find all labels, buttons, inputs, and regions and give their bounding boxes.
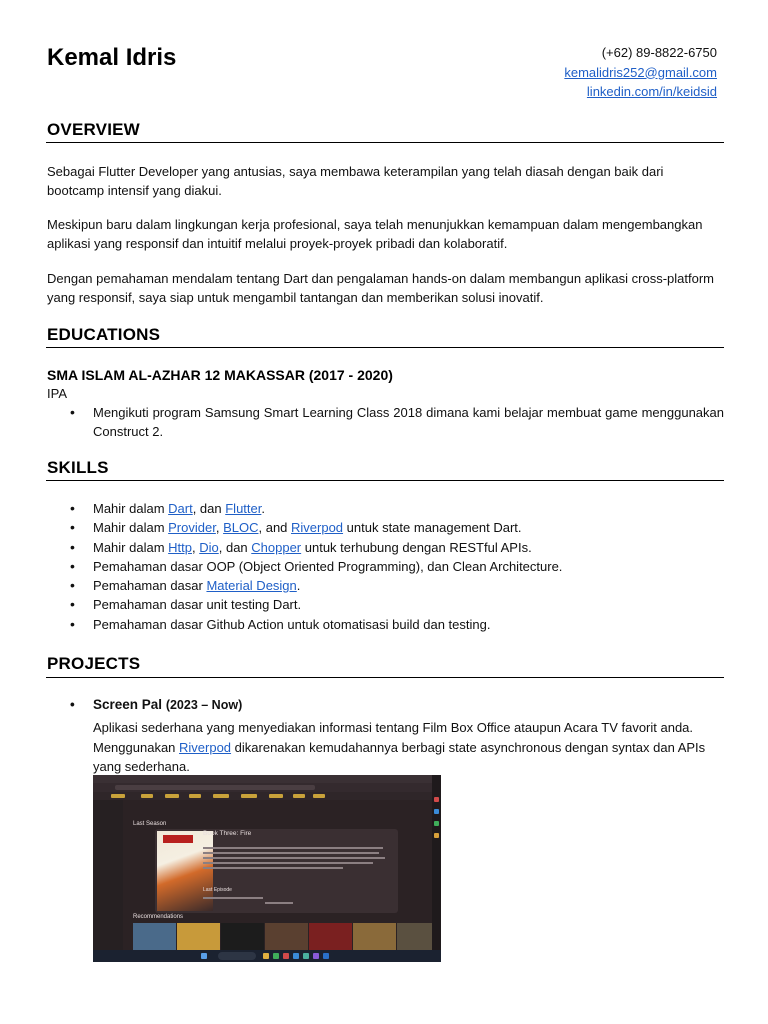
riverpod-project-link[interactable]: Riverpod	[179, 739, 232, 755]
poster-logo	[163, 835, 193, 843]
overview-paragraph-2: Meskipun baru dalam lingkungan kerja profesional, saya telah menunjukkan kemampuan dalam mengembangkan aplikasi yang responsif dan intuitif melalui proyek-proyek pribadi dan kolaboratif.	[47, 217, 703, 251]
episode-line	[203, 897, 263, 899]
bloc-link[interactable]: BLOC	[223, 520, 259, 536]
season-poster	[157, 831, 213, 911]
episode-line	[265, 902, 293, 904]
recommendation-thumbnail	[353, 923, 396, 950]
description-line	[203, 867, 343, 869]
overview-paragraph-3: Dengan pemahaman mendalam tentang Dart dan pengalaman hands-on dalam membangun aplikasi cross-platform yang responsif, saya siap untuk mengambil tantangan dan memberikan solusi inovatif.	[47, 271, 714, 305]
project-name: Screen Pal	[93, 697, 163, 712]
taskbar-app-icon	[263, 953, 269, 959]
screenshot-book-title: Book Three: Fire	[203, 830, 252, 837]
description-line	[203, 852, 379, 854]
side-panel-icon	[434, 797, 439, 802]
bookmark-icon	[165, 794, 179, 798]
education-point: • Mengikuti program Samsung Smart Learning Class 2018 dimana kami belajar membuat game menggunakan Construct 2.	[70, 403, 724, 442]
screenshot-episode-label: Last Episode	[203, 887, 232, 893]
browser-side-panel	[432, 775, 441, 962]
skill-item: • Pemahaman dasar Material Design.	[70, 576, 724, 595]
description-line	[203, 857, 385, 859]
skill-item: • Mahir dalam Http, Dio, dan Chopper untuk terhubung dengan RESTful APIs.	[70, 538, 724, 557]
skill-item: • Pemahaman dasar OOP (Object Oriented Programming), dan Clean Architecture.	[70, 557, 724, 576]
http-link[interactable]: Http	[168, 539, 192, 555]
skills-list	[70, 499, 724, 634]
project-years: (2023 – Now)	[165, 698, 243, 712]
education-points	[70, 403, 724, 442]
dart-link[interactable]: Dart	[168, 501, 193, 516]
recommendation-thumbnail	[397, 923, 432, 950]
skill-item: • Mahir dalam Provider, BLOC, and Riverpod untuk state management Dart.	[70, 518, 724, 537]
taskbar-app-icon	[303, 953, 309, 959]
taskbar-app-icon	[273, 953, 279, 959]
overview-divider	[46, 142, 724, 143]
screenshot-recs-label: Recommendations	[133, 914, 184, 920]
bookmark-icon	[111, 794, 125, 798]
skills-heading: SKILLS	[47, 458, 109, 477]
recommendation-thumbnail	[221, 923, 264, 950]
recommendation-thumbnail	[265, 923, 308, 950]
contact-block	[564, 43, 717, 102]
bookmark-icon	[269, 794, 283, 798]
skill-item: • Pemahaman dasar unit testing Dart.	[70, 595, 724, 614]
taskbar-app-icon	[313, 953, 319, 959]
projects-heading: PROJECTS	[47, 654, 141, 673]
overview-paragraph-1: Sebagai Flutter Developer yang antusias, saya membawa keterampilan yang telah diasah dengan baik dari bootcamp intensif yang diakui.	[47, 164, 664, 198]
bookmark-icon	[141, 794, 153, 798]
educations-heading: EDUCATIONS	[47, 325, 161, 344]
overview-heading: OVERVIEW	[47, 120, 140, 139]
description-line	[203, 847, 383, 849]
skills-divider	[46, 480, 724, 481]
project-screenshot	[93, 775, 441, 962]
bookmark-icon	[189, 794, 201, 798]
project-description: Aplikasi sederhana yang menyediakan informasi tentang Film Box Office ataupun Acara TV favorit anda. Menggunakan Riverpod dikarenakan kemudahannya berbagi state asynchronous dengan syntax dan APIs yang sederhana.	[93, 720, 706, 774]
bookmark-icon	[313, 794, 325, 798]
screenshot-section-label: Last Season	[133, 821, 167, 827]
provider-link[interactable]: Provider	[168, 520, 216, 536]
bookmark-icon	[293, 794, 305, 798]
bookmark-icon	[241, 794, 257, 798]
app-sidebar	[93, 800, 123, 950]
start-icon	[201, 953, 207, 959]
recommendation-thumbnail	[177, 923, 220, 950]
educations-divider	[46, 347, 724, 348]
recommendation-thumbnail	[133, 923, 176, 950]
description-line	[203, 862, 373, 864]
candidate-name: Kemal Idris	[47, 44, 177, 71]
chopper-link[interactable]: Chopper	[251, 539, 302, 555]
phone-number: (+62) 89-8822-6750	[601, 45, 717, 60]
linkedin-link[interactable]: linkedin.com/in/keidsid	[586, 84, 717, 99]
project-title: • Screen Pal (2023 – Now)	[70, 697, 243, 712]
school-major: IPA	[47, 386, 67, 401]
taskbar-app-icon	[283, 953, 289, 959]
browser-address-field	[115, 785, 315, 790]
taskbar-app-icon	[323, 953, 329, 959]
taskbar-search	[218, 952, 256, 960]
skill-item: • Mahir dalam Dart, dan Flutter.	[70, 499, 724, 518]
riverpod-link[interactable]: Riverpod	[291, 520, 344, 536]
projects-divider	[46, 677, 724, 678]
skill-item: • Pemahaman dasar Github Action untuk otomatisasi build dan testing.	[70, 615, 724, 634]
recommendation-thumbnail	[309, 923, 352, 950]
taskbar-app-icon	[293, 953, 299, 959]
email-link[interactable]: kemalidris252@gmail.com	[564, 64, 717, 80]
side-panel-icon	[434, 833, 439, 838]
material-design-link[interactable]: Material Design	[206, 578, 297, 594]
browser-titlebar	[93, 775, 441, 783]
flutter-link[interactable]: Flutter	[225, 501, 262, 516]
dio-link[interactable]: Dio	[199, 539, 219, 555]
side-panel-icon	[434, 809, 439, 814]
side-panel-icon	[434, 821, 439, 826]
bookmark-icon	[213, 794, 229, 798]
school-name: SMA ISLAM AL-AZHAR 12 MAKASSAR (2017 - 2020)	[47, 367, 393, 383]
